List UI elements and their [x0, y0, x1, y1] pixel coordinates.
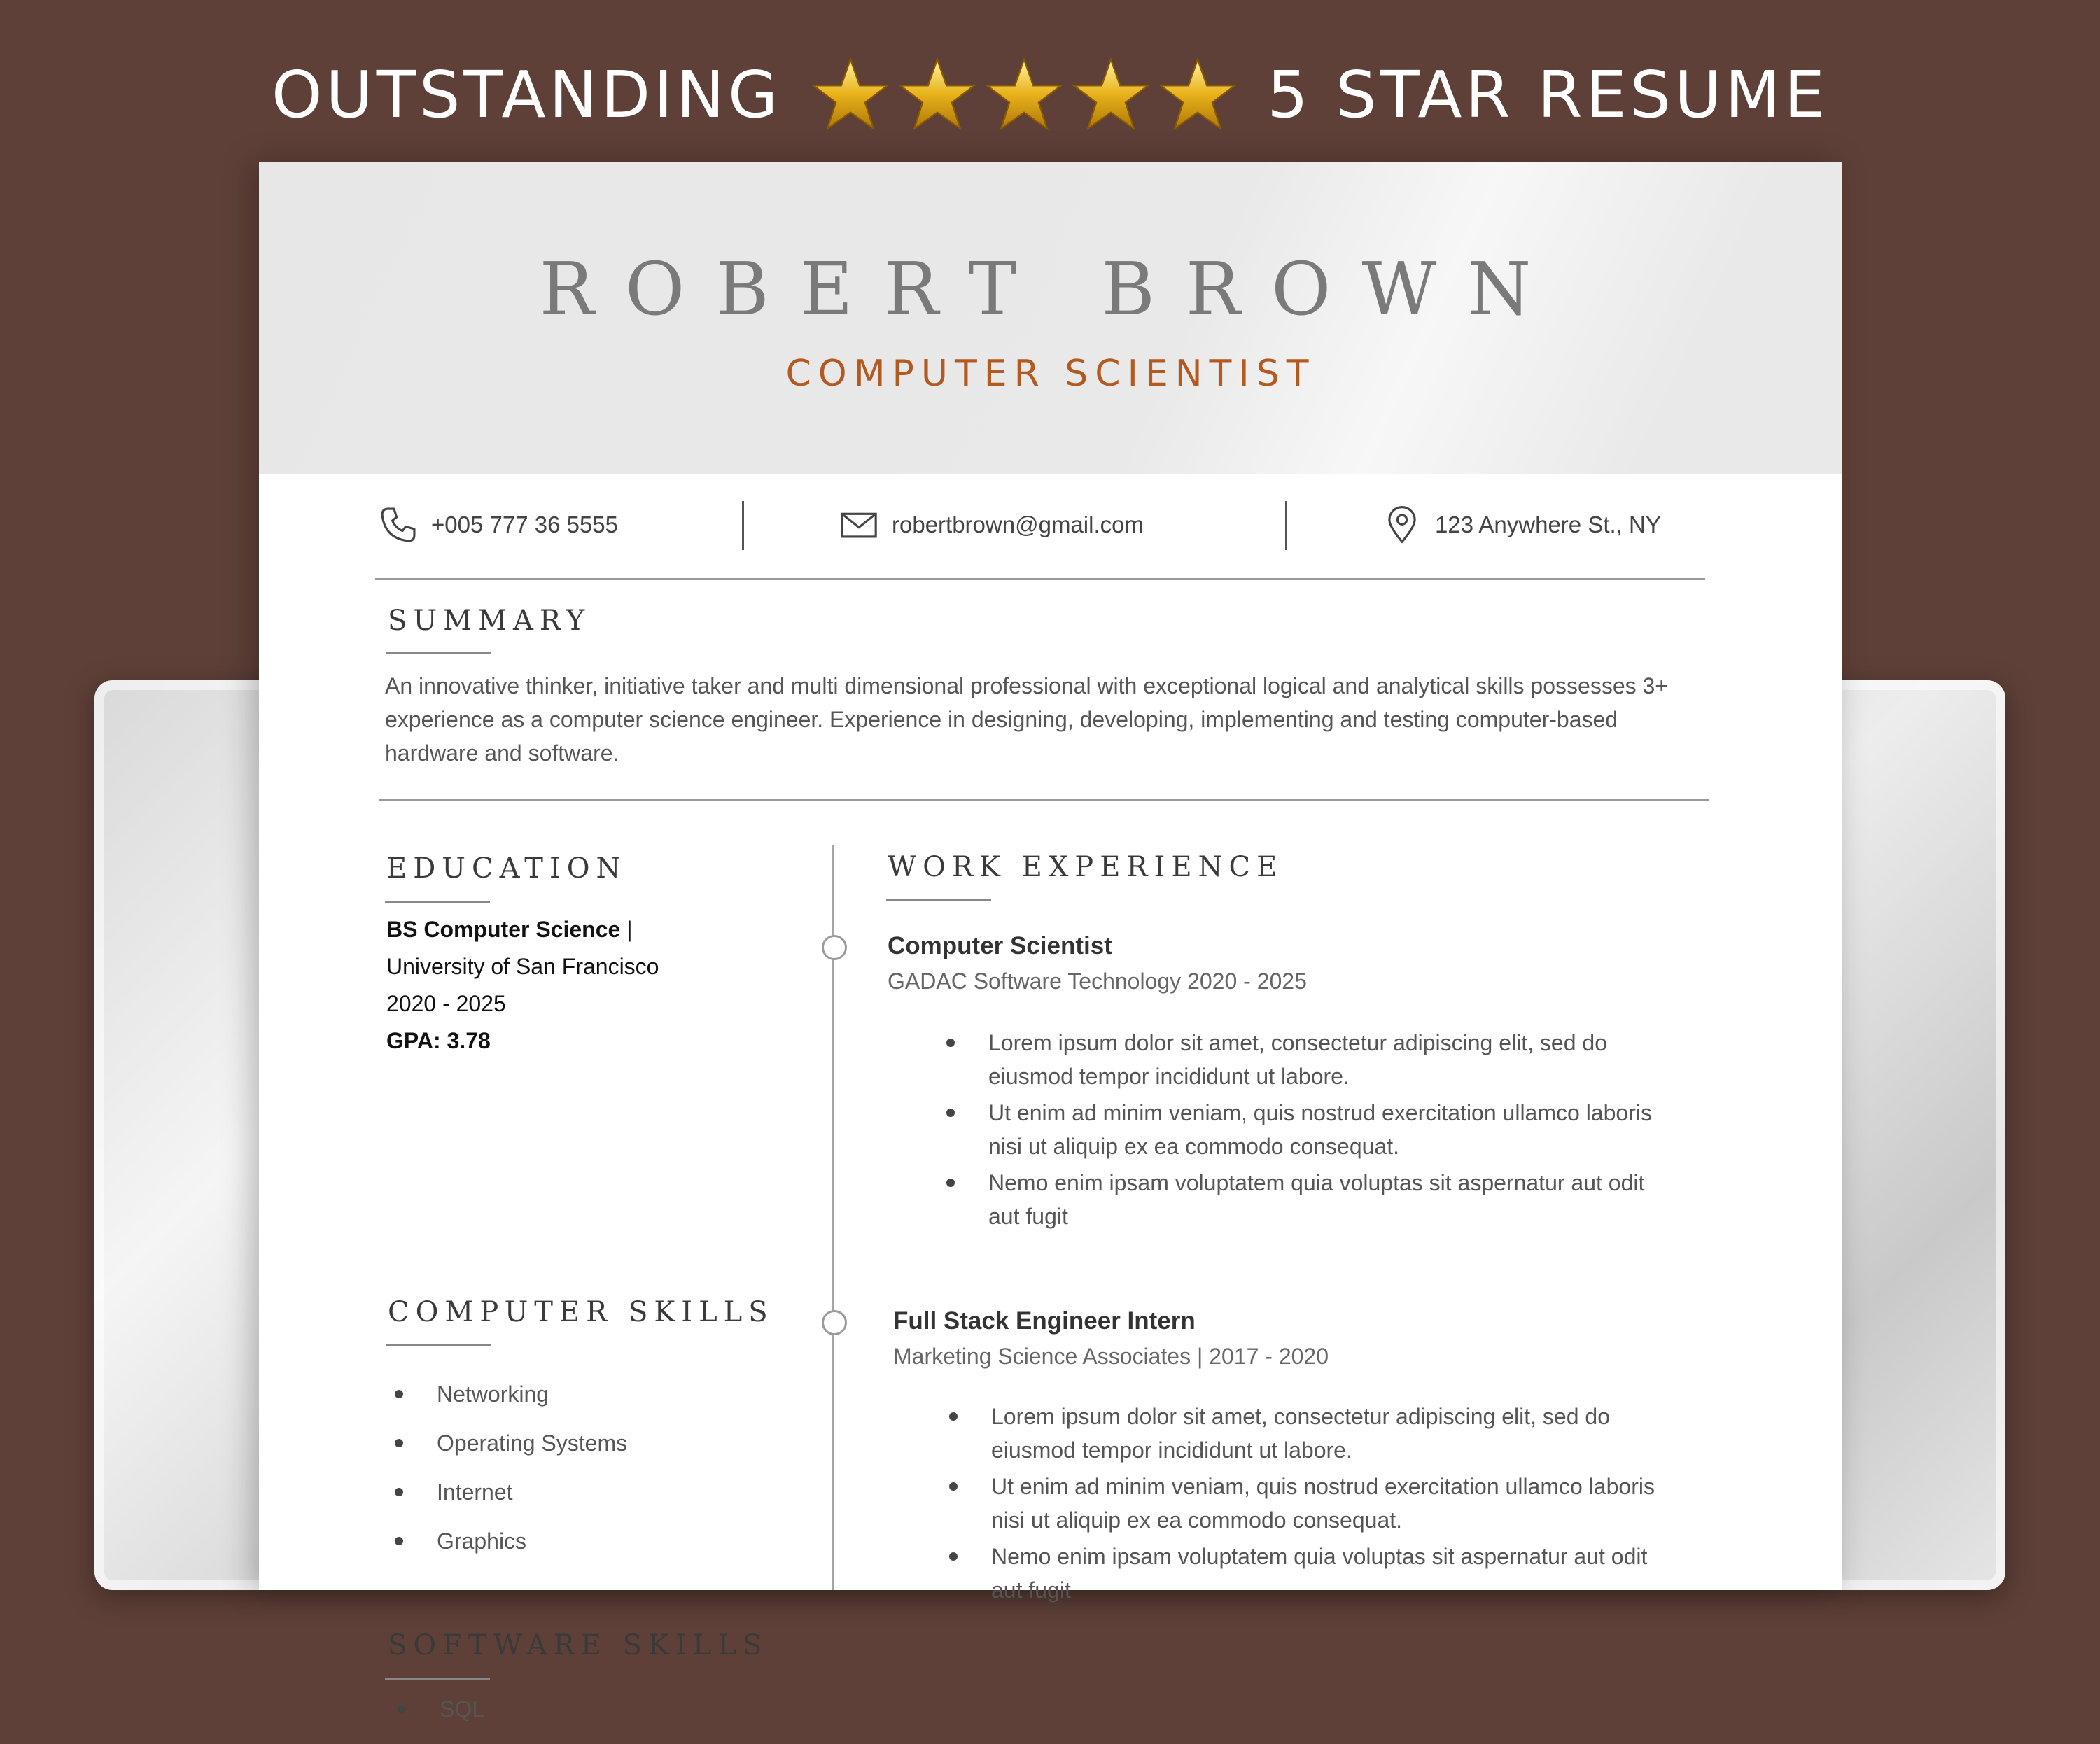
list-item: Lorem ipsum dolor sit amet, consectetur adipiscing elit, sed do eiusmod tempor incididunt ut labore.: [938, 1026, 1680, 1093]
list-item: Graphics: [386, 1527, 627, 1576]
heading-underline: [886, 899, 991, 901]
list-item: Nemo enim ipsam voluptatem quia voluptas sit aspernatur aut odit aut fugit: [938, 1166, 1680, 1233]
job-company: GADAC Software Technology 2020 - 2025: [888, 969, 1307, 994]
computer-skills-heading: COMPUTER SKILLS: [388, 1296, 774, 1328]
list-item: Nemo enim ipsam voluptatem quia voluptas sit aspernatur aut odit aut fugit: [941, 1540, 1683, 1607]
summary-text: An innovative thinker, initiative taker and multi dimensional professional with exceptional logical and analytical skills possesses 3+ experience as a computer science engineer. Experience in designing, developing, implementing and testing computer-based hardware and software.: [385, 673, 1668, 766]
list-item: Internet: [386, 1478, 627, 1527]
list-item: Networking: [386, 1380, 627, 1429]
divider-line: [375, 578, 1705, 580]
education-heading: EDUCATION: [386, 852, 627, 885]
resume-header: [259, 162, 1842, 474]
star-icon: [986, 58, 1063, 131]
map-pin-icon: [1382, 505, 1422, 545]
star-icon: [1159, 58, 1236, 131]
star-icon: [1072, 58, 1149, 131]
heading-underline: [385, 901, 490, 903]
software-skills-list: [389, 1695, 484, 1744]
list-item: Lorem ipsum dolor sit amet, consectetur adipiscing elit, sed do eiusmod tempor incididunt ut labore.: [941, 1400, 1683, 1467]
list-item: Operating Systems: [386, 1429, 627, 1478]
contact-email-text: robertbrown@gmail.com: [892, 512, 1144, 537]
list-item: Ut enim ad minim veniam, quis nostrud exercitation ullamco laboris nisi ut aliquip ex ea commodo consequat.: [941, 1470, 1683, 1537]
heading-underline: [386, 652, 491, 654]
job-bullets: [941, 1400, 1683, 1610]
heading-underline: [385, 1678, 490, 1680]
divider-line: [379, 799, 1709, 801]
resume-page: [259, 162, 1842, 1722]
contact-address-text: 123 Anywhere St., NY: [1435, 512, 1661, 537]
contact-phone: [378, 497, 618, 553]
list-item: SQL: [389, 1695, 484, 1744]
star-icon: [812, 58, 889, 131]
education-degree: BS Computer Science: [386, 917, 621, 942]
education-school: University of San Francisco: [386, 954, 659, 979]
software-skills-heading: SOFTWARE SKILLS: [388, 1629, 769, 1661]
list-item: Ut enim ad minim veniam, quis nostrud exercitation ullamco laboris nisi ut aliquip ex ea commodo consequat.: [938, 1096, 1680, 1163]
contact-divider: [742, 501, 744, 550]
banner: [0, 42, 2100, 147]
education-entry: [386, 911, 659, 1060]
contact-phone-text: +005 777 36 5555: [431, 512, 619, 537]
computer-skills-list: [386, 1380, 627, 1576]
job-bullets: [938, 1026, 1680, 1236]
job-title: Computer Scientist: [888, 932, 1112, 959]
timeline-dot: [822, 1310, 847, 1335]
resume-job-title: COMPUTER SCIENTIST: [785, 353, 1316, 395]
contact-email: [839, 497, 1144, 553]
resume-name: ROBERT BROWN: [539, 246, 1562, 332]
star-icon: [899, 58, 976, 131]
contact-divider: [1285, 501, 1287, 550]
timeline-dot: [822, 935, 847, 960]
contact-address: [1382, 497, 1661, 553]
work-experience-heading: WORK EXPERIENCE: [888, 851, 1284, 883]
banner-left-text: OUTSTANDING: [272, 57, 782, 132]
phone-icon: [378, 505, 419, 545]
education-gpa: GPA: 3.78: [386, 1028, 491, 1053]
education-separator: |: [626, 917, 633, 942]
education-years: 2020 - 2025: [386, 991, 506, 1016]
envelope-icon: [839, 505, 879, 545]
heading-underline: [386, 1344, 491, 1346]
summary-heading: SUMMARY: [388, 605, 592, 637]
job-title: Full Stack Engineer Intern: [893, 1307, 1196, 1335]
job-company: Marketing Science Associates | 2017 - 2020: [893, 1344, 1329, 1369]
star-rating: [812, 58, 1236, 131]
banner-right-text: 5 STAR RESUME: [1267, 57, 1828, 132]
